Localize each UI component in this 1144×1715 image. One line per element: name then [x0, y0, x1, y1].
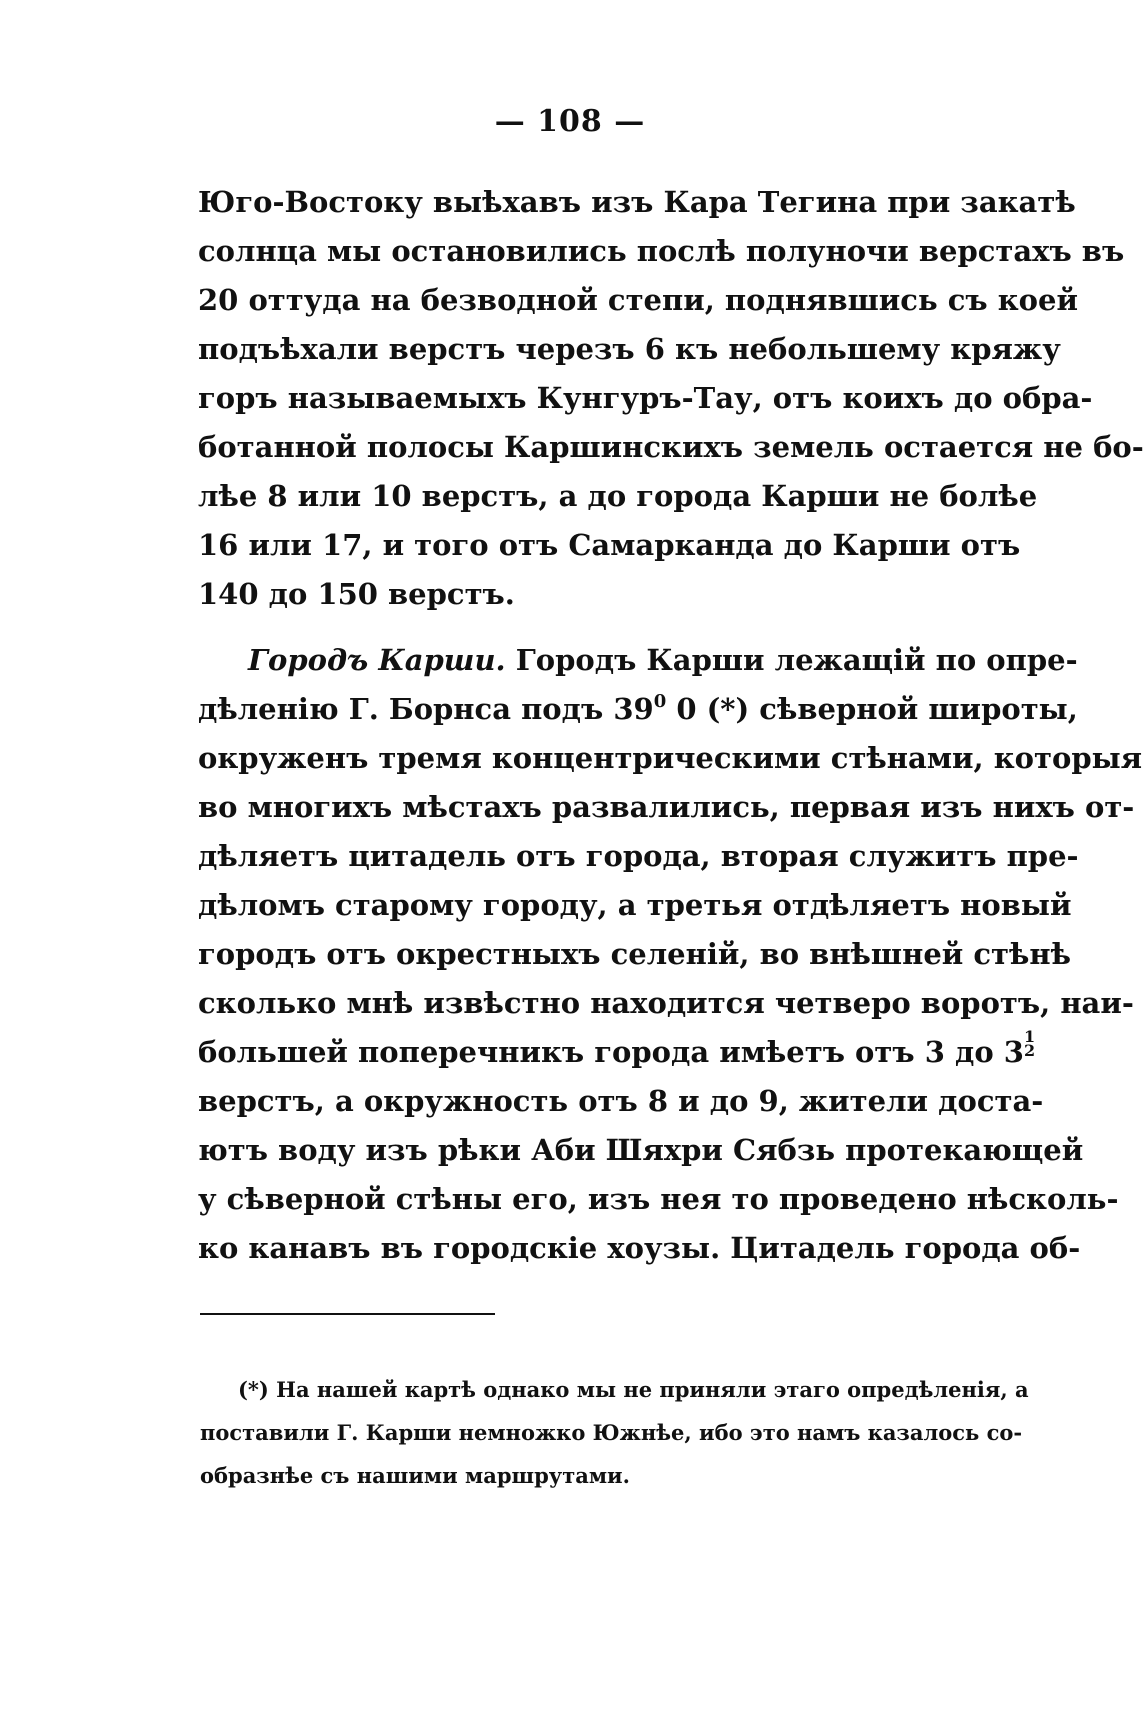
text-fragment: дѣленію Г. Борнса подъ 39: [198, 692, 654, 726]
text-fragment: Городъ Карши лежащій по опре-: [515, 643, 1078, 677]
text-line: Юго-Востоку выѣхавъ изъ Кара Тегина при закатѣ: [198, 185, 1076, 219]
text-fragment: большей поперечникъ города имѣетъ отъ 3 до 3: [198, 1035, 1024, 1069]
paragraph-1: [198, 178, 1144, 619]
text-line: во многихъ мѣстахъ развалились, первая изъ нихъ от-: [198, 790, 1135, 824]
text-line: солнца мы остановились послѣ полуночи верстахъ въ: [198, 234, 1125, 268]
text-line: ютъ воду изъ рѣки Аби Шяхри Сябзь протекающей: [198, 1133, 1084, 1167]
text-line: лѣе 8 или 10 верстъ, а до города Карши не болѣе: [198, 479, 1038, 513]
text-line: 140 до 150 верстъ.: [198, 577, 515, 611]
text-line: 16 или 17, и того отъ Самарканда до Карши отъ: [198, 528, 1021, 562]
text-line: горъ называемыхъ Кунгуръ-Тау, отъ коихъ до обра-: [198, 381, 1093, 415]
footnote-line: поставили Г. Карши немножко Южнѣе, ибо это намъ казалось со-: [200, 1420, 1023, 1445]
fraction: [1023, 1027, 1036, 1060]
text-line: [198, 685, 1078, 734]
paragraph-2: [198, 636, 1143, 1273]
text-line: окруженъ тремя концентрическими стѣнами, которыя: [198, 741, 1143, 775]
page-number: — 108 —: [494, 104, 646, 139]
fraction-denominator: 2: [1023, 1041, 1036, 1060]
section-heading: Городъ Карши.: [248, 643, 506, 677]
text-line: ботанной полосы Каршинскихъ земель остается не бо-: [198, 430, 1144, 464]
fraction-numerator: 1: [1023, 1027, 1036, 1046]
text-fragment: 0 (*) сѣверной широты,: [666, 692, 1078, 726]
footnote: [200, 1368, 1029, 1497]
text-line: [198, 636, 1078, 685]
text-line: 20 оттуда на безводной степи, поднявшись съ коей: [198, 283, 1078, 317]
degree-superscript: 0: [653, 691, 667, 712]
text-line: подъѣхали верстъ черезъ 6 къ небольшему кряжу: [198, 332, 1061, 366]
footnote-line: образнѣе съ нашими маршрутами.: [200, 1463, 630, 1488]
text-line: у сѣверной стѣны его, изъ нея то проведено нѣсколь-: [198, 1182, 1119, 1216]
text-line: дѣломъ старому городу, а третья отдѣляетъ новый: [198, 888, 1072, 922]
text-line: ко канавъ въ городскіе хоузы. Цитадель города об-: [198, 1231, 1081, 1265]
footnote-divider: [200, 1313, 495, 1315]
text-line: сколько мнѣ извѣстно находится четверо воротъ, наи-: [198, 986, 1134, 1020]
text-line: [198, 1027, 1036, 1077]
text-line: городъ отъ окрестныхъ селеній, во внѣшней стѣнѣ: [198, 937, 1072, 971]
text-line: верстъ, а окружность отъ 8 и до 9, жители доста-: [198, 1084, 1044, 1118]
footnote-line: (*) На нашей картѣ однако мы не приняли этаго опредѣленія, а: [238, 1377, 1029, 1402]
text-line: дѣляетъ цитадель отъ города, вторая служитъ пре-: [198, 839, 1079, 873]
